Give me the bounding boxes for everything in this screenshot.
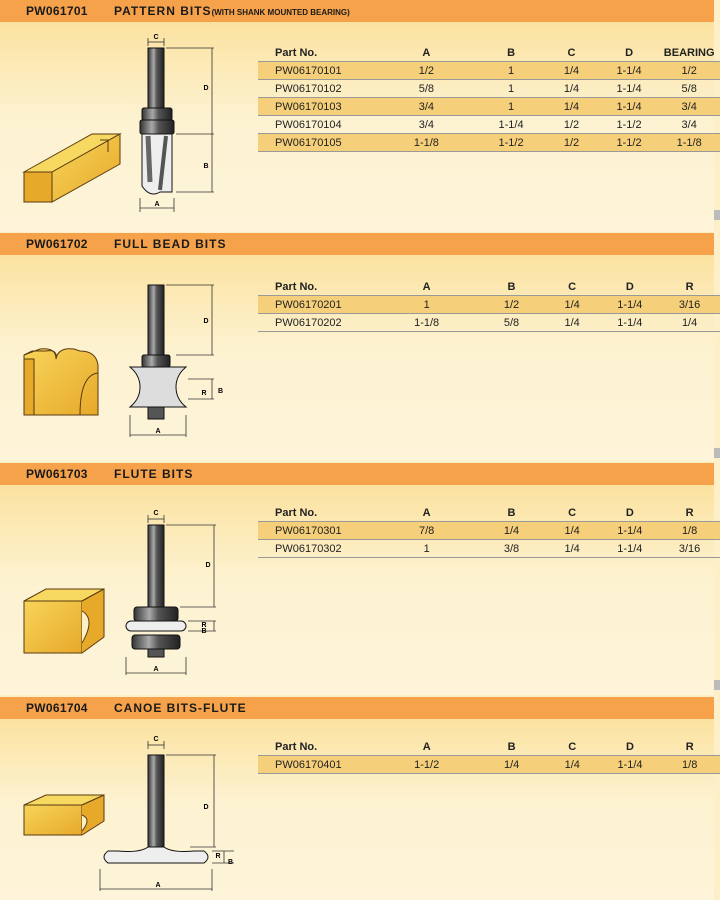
table-cell: PW06170105 xyxy=(258,134,374,152)
table-cell: 5/8 xyxy=(479,314,544,332)
table-cell: 1-1/4 xyxy=(600,80,659,98)
dim-label-d: D xyxy=(203,804,209,811)
column-header: R xyxy=(659,738,720,756)
table-cell: 1-1/4 xyxy=(600,62,659,80)
column-header: D xyxy=(601,504,660,522)
table-cell: 1/2 xyxy=(658,62,720,80)
table-cell: PW06170301 xyxy=(258,522,374,540)
dim-label-d: D xyxy=(203,85,209,92)
table-cell: 1-1/4 xyxy=(479,116,543,134)
dim-label-r: R xyxy=(215,853,221,860)
scroll-marker xyxy=(714,680,720,690)
table-cell: PW06170104 xyxy=(258,116,374,134)
table-cell: 1-1/2 xyxy=(600,134,659,152)
table-cell: 1 xyxy=(479,98,543,116)
dim-label-d: D xyxy=(203,318,209,325)
dim-label-r: R xyxy=(201,390,207,397)
table-cell: 3/8 xyxy=(479,540,544,558)
table-row xyxy=(258,540,720,558)
table-cell: 1/2 xyxy=(479,296,544,314)
table-cell: 1-1/2 xyxy=(374,756,479,774)
table-cell: 1/2 xyxy=(374,62,479,80)
column-header: B xyxy=(479,44,543,62)
table-cell: 1/8 xyxy=(659,522,720,540)
table-header-row xyxy=(258,504,720,522)
table-cell: 3/16 xyxy=(659,540,720,558)
table-row xyxy=(258,522,720,540)
table-cell: 1/2 xyxy=(543,116,600,134)
table-cell: 1-1/2 xyxy=(600,116,659,134)
table-cell: 3/4 xyxy=(658,98,720,116)
table-cell: 3/4 xyxy=(374,98,479,116)
dim-label-a: A xyxy=(155,882,161,889)
table-cell: 1/4 xyxy=(543,80,600,98)
section-header-full-bead-bits xyxy=(0,233,714,255)
table-cell: 5/8 xyxy=(658,80,720,98)
column-header: A xyxy=(374,44,479,62)
table-cell: 1-1/4 xyxy=(601,756,660,774)
dim-label-d: D xyxy=(205,562,211,569)
table-cell: 7/8 xyxy=(374,522,479,540)
dim-label-b: B xyxy=(228,859,234,866)
table-cell: 1/4 xyxy=(659,314,720,332)
dim-label-b: B xyxy=(218,388,224,395)
table-cell: 1/4 xyxy=(544,296,601,314)
section-title: FLUTE BITS xyxy=(114,467,194,481)
column-header: A xyxy=(374,504,479,522)
dim-label-r: R xyxy=(201,622,207,629)
table-cell: 3/16 xyxy=(659,296,720,314)
table-cell: 1-1/8 xyxy=(374,134,479,152)
table-row xyxy=(258,756,720,774)
table-cell: 1 xyxy=(479,62,543,80)
table-cell: 1 xyxy=(479,80,543,98)
table-row xyxy=(258,134,720,152)
pattern-bit-illustration xyxy=(0,22,258,232)
table-row xyxy=(258,296,720,314)
dim-label-b: B xyxy=(201,628,207,635)
column-header: B xyxy=(479,738,544,756)
table-cell: PW06170201 xyxy=(258,296,374,314)
table-cell: 1-1/4 xyxy=(601,314,660,332)
dim-label-a: A xyxy=(153,666,159,673)
table-row xyxy=(258,98,720,116)
table-cell: 1/2 xyxy=(543,134,600,152)
column-header: D xyxy=(601,738,660,756)
flute-bit-illustration xyxy=(0,485,258,695)
spec-table-full-bead-bits xyxy=(258,278,720,332)
table-cell: 1 xyxy=(374,540,479,558)
column-header: R xyxy=(659,504,720,522)
table-header-row xyxy=(258,278,720,296)
dim-label-a: A xyxy=(154,201,160,208)
section-subtitle: (WITH SHANK MOUNTED BEARING) xyxy=(211,8,350,17)
table-cell: 3/4 xyxy=(658,116,720,134)
table-cell: 5/8 xyxy=(374,80,479,98)
column-header: BEARING xyxy=(658,44,720,62)
section-title: PATTERN BITS(WITH SHANK MOUNTED BEARING) xyxy=(114,4,350,18)
table-cell: PW06170302 xyxy=(258,540,374,558)
canoe-bit-illustration xyxy=(0,719,258,900)
section-code: PW061701 xyxy=(26,4,88,18)
table-cell: 1-1/8 xyxy=(374,314,479,332)
full-bead-bit-illustration xyxy=(0,255,258,461)
scroll-marker xyxy=(714,448,720,458)
table-cell: 3/4 xyxy=(374,116,479,134)
table-cell: PW06170102 xyxy=(258,80,374,98)
wood-sample xyxy=(24,795,104,835)
section-title: CANOE BITS-FLUTE xyxy=(114,701,247,715)
column-header: R xyxy=(659,278,720,296)
table-cell: 1/4 xyxy=(543,98,600,116)
table-cell: 1-1/4 xyxy=(600,98,659,116)
table-cell: 1/4 xyxy=(544,756,601,774)
table-cell: 1/4 xyxy=(544,314,601,332)
spec-table-pattern-bits xyxy=(258,44,720,152)
table-row xyxy=(258,62,720,80)
section-code: PW061704 xyxy=(26,701,88,715)
section-title: FULL BEAD BITS xyxy=(114,237,227,251)
column-header: C xyxy=(543,44,600,62)
table-cell: PW06170401 xyxy=(258,756,374,774)
scroll-marker xyxy=(714,210,720,220)
column-header: A xyxy=(374,278,479,296)
dim-label-c: C xyxy=(153,736,159,743)
table-cell: PW06170101 xyxy=(258,62,374,80)
table-cell: 1 xyxy=(374,296,479,314)
table-cell: 1/4 xyxy=(479,756,544,774)
table-row xyxy=(258,80,720,98)
table-cell: PW06170202 xyxy=(258,314,374,332)
column-header: B xyxy=(479,278,544,296)
spec-table-flute-bits xyxy=(258,504,720,558)
table-row xyxy=(258,314,720,332)
section-code: PW061703 xyxy=(26,467,88,481)
table-cell: 1/4 xyxy=(543,62,600,80)
section-code: PW061702 xyxy=(26,237,88,251)
dim-label-b: B xyxy=(203,163,209,170)
dim-label-a: A xyxy=(155,428,161,435)
column-header: C xyxy=(544,278,601,296)
table-cell: 1-1/2 xyxy=(479,134,543,152)
table-cell: 1-1/4 xyxy=(601,540,660,558)
table-cell: 1-1/4 xyxy=(601,522,660,540)
dim-label-c: C xyxy=(153,34,159,41)
spec-table-canoe-bits-flute xyxy=(258,738,720,774)
column-header: Part No. xyxy=(258,278,374,296)
table-row xyxy=(258,116,720,134)
column-header: C xyxy=(544,738,601,756)
column-header: C xyxy=(544,504,601,522)
table-cell: 1/8 xyxy=(659,756,720,774)
section-header-canoe-bits-flute xyxy=(0,697,714,719)
wood-sample xyxy=(24,589,104,653)
column-header: A xyxy=(374,738,479,756)
section-header-pattern-bits xyxy=(0,0,714,22)
column-header: Part No. xyxy=(258,738,374,756)
wood-sample xyxy=(24,134,120,202)
table-cell: 1-1/8 xyxy=(658,134,720,152)
column-header: Part No. xyxy=(258,504,374,522)
table-cell: 1/4 xyxy=(544,522,601,540)
table-header-row xyxy=(258,738,720,756)
column-header: Part No. xyxy=(258,44,374,62)
table-header-row xyxy=(258,44,720,62)
table-cell: PW06170103 xyxy=(258,98,374,116)
section-header-flute-bits xyxy=(0,463,714,485)
table-cell: 1/4 xyxy=(544,540,601,558)
wood-sample xyxy=(24,349,98,415)
table-cell: 1/4 xyxy=(479,522,544,540)
table-cell: 1-1/4 xyxy=(601,296,660,314)
dim-label-c: C xyxy=(153,510,159,517)
column-header: B xyxy=(479,504,544,522)
column-header: D xyxy=(601,278,660,296)
column-header: D xyxy=(600,44,659,62)
